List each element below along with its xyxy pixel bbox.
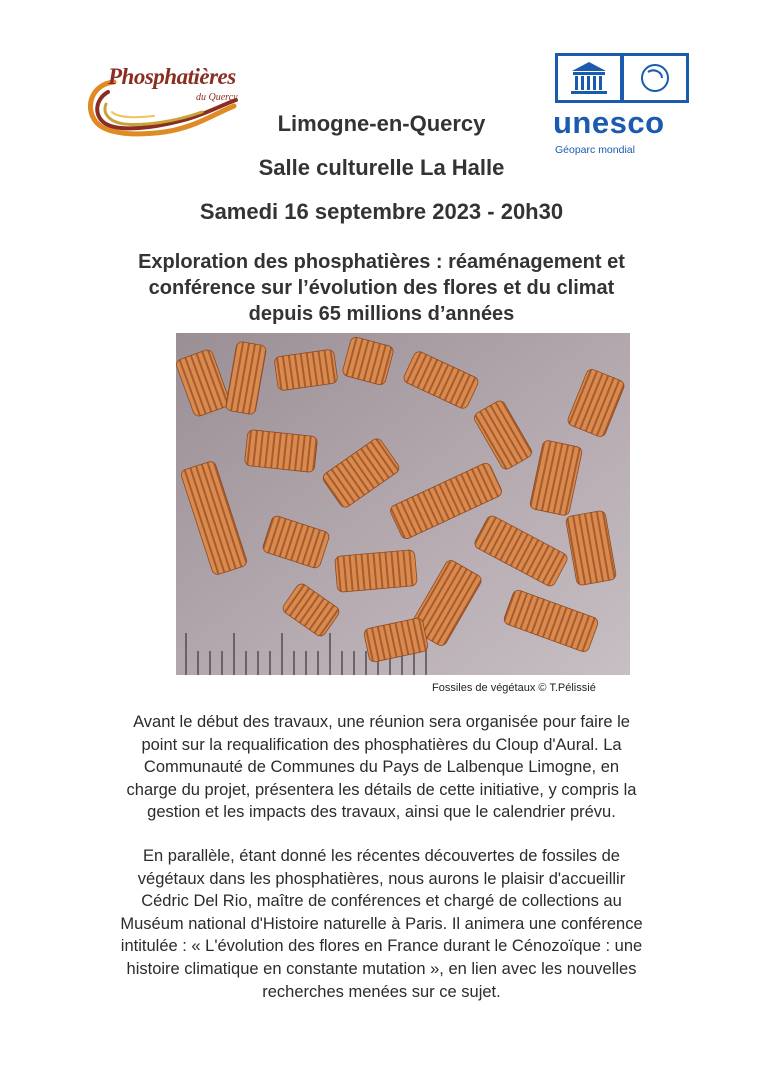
paragraph-line: histoire climatique en constante mutation », en lien avec les nouvelles: [126, 959, 637, 978]
paragraph-line: Avant le début des travaux, une réunion sera organisée pour faire le: [133, 713, 630, 731]
paragraph-line: recherches menées sur ce sujet.: [262, 982, 501, 1001]
paragraph-line: point sur la requalification des phosphatières du Cloup d'Aural. La: [141, 735, 622, 754]
unesco-emblem: [555, 53, 689, 103]
event-title-line: Exploration des phosphatières : réaménagement et: [138, 251, 625, 273]
paragraph-line: Cédric Del Rio, maître de conférences et chargé de collections au: [141, 892, 622, 911]
unesco-subtitle: Géoparc mondial: [555, 144, 635, 156]
paragraph-line: charge du projet, présentera les détails de cette initiative, y compris la: [126, 780, 637, 799]
paragraph-line: En parallèle, étant donné les récentes découvertes de fossiles de: [143, 847, 620, 865]
paragraph-line: Communauté de Communes du Pays de Lalbenque Limogne, en: [143, 758, 620, 777]
unesco-wordmark: unesco: [553, 105, 665, 140]
paragraph-conference: [60, 845, 703, 1003]
event-venue: Salle culturelle La Halle: [258, 155, 505, 180]
event-place: Limogne-en-Quercy: [277, 111, 486, 136]
globe-icon-panel: [624, 56, 686, 100]
event-date: Samedi 16 septembre 2023 - 20h30: [199, 199, 564, 224]
globe-icon: [624, 56, 686, 100]
paragraph-line: gestion et les impacts des travaux, ainsi que le calendrier prévu.: [147, 803, 616, 822]
event-title: [40, 249, 723, 327]
paragraph-meeting: [60, 711, 703, 824]
logo-sub-text: du Quercy: [196, 92, 238, 103]
fossil-photo: [176, 333, 630, 675]
event-title-line: depuis 65 millions d’années: [248, 303, 515, 325]
photo-caption: Fossiles de végétaux © T.Pélissié: [432, 682, 596, 694]
fossil-photo-graphic: [176, 333, 630, 675]
paragraph-line: Muséum national d'Histoire naturelle à Paris. Il animera une conférence: [120, 914, 643, 933]
unesco-logo: [553, 53, 693, 163]
paragraph-line: végétaux dans les phosphatières, nous aurons le plaisir d'accueillir: [137, 869, 626, 888]
event-title-line: conférence sur l’évolution des flores et du climat: [148, 277, 615, 299]
logo-brand-text: Phosphatières: [108, 64, 236, 89]
paragraph-line: intitulée : « L'évolution des flores en France durant le Cénozoïque : une: [120, 937, 643, 956]
temple-icon-panel: [558, 56, 620, 100]
temple-icon: [558, 56, 620, 100]
